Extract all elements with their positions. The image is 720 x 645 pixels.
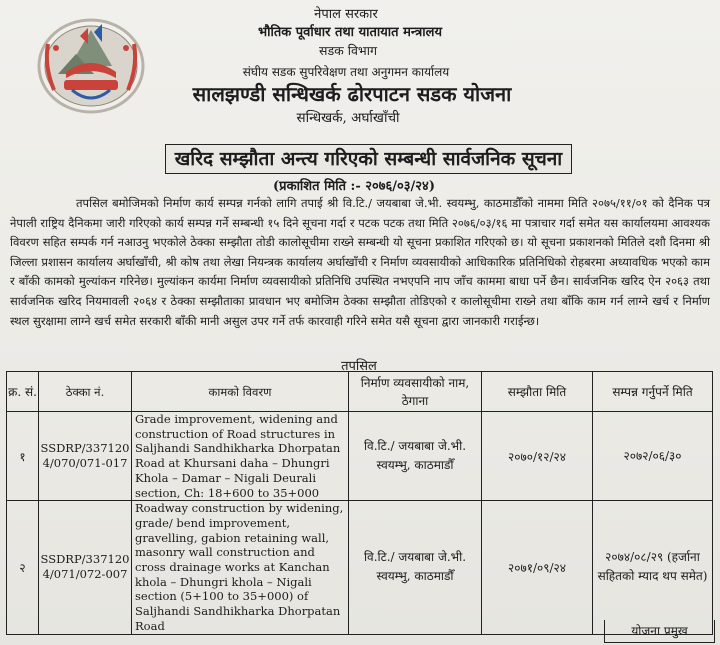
row-vendor: वि.टि./ जयबाबा जे.भी. स्वयम्भु, काठमाडौँ [349, 412, 482, 501]
row-contract-no: SSDRP/337120 4/070/071-017 [39, 412, 132, 501]
row-description: Grade improvement, widening and construction of Road structures in Saljhandi Sandhikharka Dhorpatan Road at Khursani daha – Dhungri Khola – Damar – Nigali Deurali section, Ch: 18+600 to 35+000 [132, 412, 349, 501]
row-vendor: वि.टि./ जयबाबा जे.भी. स्वयम्भु, काठमाडौँ [349, 501, 482, 634]
signature-box [604, 620, 715, 643]
notice-body: तपसिल बमोजिमको निर्माण कार्य सम्पन्न गर्नको लागि तपाई श्री वि.टि./ जयबाबा जे.भी. स्वयम्भु, काठमाडौँको नाममा मिति २०७५/११/०१ को दैनिक पत्र नेपाली राष्ट्रिय दैनिकमा जारी गरिएको कार्य सम्पन्न गर्ने सम्बन्धी १५ दिने सूचना गर्दा र पटक पटक तथा मिति २०७६/०३/१६ मा पत्राचार गर्दा समेत यस कार्यालयमा आवश्यक विवरण सहित सम्पर्क गर्न नआउनु भएकोले ठेक्का सम्झौता तोडी कालोसूचीमा राख्ने सम्बन्धी यो सूचना प्रकाशित गरिएको छ। यो सूचना प्रकाशनको मितिले दशौ दिनमा श्री जिल्ला प्रशासन कार्यालय अर्घाखाँची, श्री कोष तथा लेखा नियन्त्रक कार्यालय अर्घाखाँची र निर्माण व्यवसायीको आधिकारिक प्रतिनिधिको रोहबरमा अध्यावधिक भएको काम र बाँकी कामको मुल्यांकन गरिनेछ। मुल्यांकन कार्यमा निर्माण व्यवसायीको प्रतिनिधि उपस्थित नभएपनि नाप जाँच काममा बाधा पर्ने छैन। सार्वजनिक खरिद ऐन २०६३ तथा सार्वजनिक खरिद नियमावली २०६४ र ठेक्का सम्झौताका प्रावधान भए बमोजिम ठेक्का सम्झौता तोडिएको र कालोसूचीमा राख्ने तथा बाँकि काम गर्न लाग्ने खर्च र निर्माण स्थल सुरक्षामा लाग्ने खर्च समेत सरकारी बाँकी मानी असुल उपर गर्ने तर्फ कारवाही गरिने समेत यसै सूचना द्वारा जानकारी गराईन्छ। [10, 196, 710, 328]
header-government: नेपाल सरकार [314, 7, 378, 22]
row-sn: २ [7, 501, 39, 634]
table-row [7, 412, 713, 501]
header-completion-date: सम्पन्न गर्नुपर्ने मिति [593, 372, 713, 412]
row-completion-date: २०७२/०६/३० [593, 412, 713, 501]
header-department: सडक विभाग [319, 43, 377, 58]
details-label: तपसिल [341, 359, 377, 374]
table-row [7, 501, 713, 634]
header-office: संघीय सडक सुपरिवेक्षण तथा अनुगमन कार्यालय [242, 65, 450, 79]
notice-title-box [165, 144, 572, 174]
row-sn: १ [7, 412, 39, 501]
row-contract-no: SSDRP/337120 4/071/072-007 [39, 501, 132, 634]
header-contract-no: ठेक्का नं. [39, 372, 132, 412]
header-sn: क्र. सं. [7, 372, 39, 412]
row-agreement-date: २०७१/०९/२४ [482, 501, 593, 634]
header-agreement-date: सम्झौता मिति [482, 372, 593, 412]
signature-label: योजना प्रमुख [631, 624, 688, 638]
header-location: सन्धिखर्क, अर्घाखाँची [296, 110, 400, 126]
header-description: कामको विवरण [132, 372, 349, 412]
header-vendor: निर्माण व्यवसायीको नाम, ठेगाना [349, 372, 482, 412]
row-completion-date: २०७४/०८/२९ (हर्जाना सहितको म्याद थप समेत) [593, 501, 713, 634]
contract-table [6, 371, 713, 635]
row-agreement-date: २०७०/१२/२४ [482, 412, 593, 501]
published-date: (प्रकाशित मिति :- २०७६/०३/२४) [273, 179, 435, 194]
table-header-row [7, 372, 713, 412]
notice-title: खरिद सम्झौता अन्त्य गरिएको सम्बन्धी सार्वजनिक सूचना [174, 148, 563, 170]
row-description: Roadway construction by widening, grade/ bend improvement, gravelling, gabion retaining wall, masonry wall construction and cross drainage works at Kanchan khola – Dhungri khola – Nigali section (5+100 to 35+000) of Saljhandi Sandhikharka Dhorpatan Road [132, 501, 349, 634]
header-project: सालझण्डी सन्धिखर्क ढोरपाटन सडक योजना [192, 82, 512, 106]
header-ministry: भौतिक पूर्वाधार तथा यातायात मन्त्रालय [257, 25, 442, 40]
